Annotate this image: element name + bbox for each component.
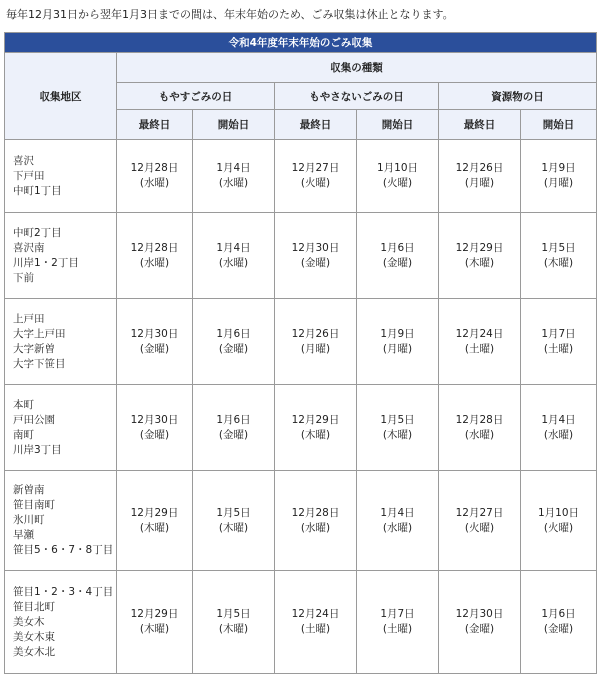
collection-schedule-table — [4, 32, 597, 674]
weekday-text: (水曜) — [543, 428, 574, 441]
area-name: 川岸3丁目 — [13, 443, 62, 456]
table-caption: 令和4年度年末年始のごみ収集 — [5, 33, 597, 53]
area-cell — [5, 213, 117, 299]
date-cell — [521, 299, 597, 385]
area-name: 中町1丁目 — [13, 184, 62, 197]
date-text: 12月24日 — [291, 608, 340, 620]
weekday-text: (水曜) — [139, 256, 170, 269]
weekday-text: (火曜) — [464, 521, 495, 534]
date-text: 12月29日 — [130, 608, 179, 620]
sub-header-last-day: 最終日 — [439, 110, 521, 140]
date-cell — [439, 471, 521, 571]
date-text: 12月28日 — [291, 506, 340, 519]
table-row — [5, 213, 597, 299]
weekday-text: (月曜) — [382, 342, 413, 355]
sub-header-last-day: 最終日 — [117, 110, 193, 140]
area-header: 収集地区 — [5, 53, 117, 140]
weekday-text: (火曜) — [543, 521, 574, 534]
notice-text: 毎年12月31日から翌年1月3日までの間は、年末年始のため、ごみ収集は休止となります。 — [6, 8, 454, 21]
date-text: 12月29日 — [130, 506, 179, 519]
weekday-text: (月曜) — [300, 342, 331, 355]
area-name: 喜沢南 — [13, 241, 45, 254]
date-cell — [357, 571, 439, 674]
date-text: 12月30日 — [455, 608, 504, 620]
date-cell — [357, 140, 439, 213]
area-name: 笹目5・6・7・8丁目 — [13, 544, 114, 556]
area-cell — [5, 140, 117, 213]
date-cell — [521, 385, 597, 471]
weekday-text: (水曜) — [300, 521, 331, 534]
weekday-text: (水曜) — [139, 177, 170, 189]
date-cell — [193, 571, 275, 674]
area-cell — [5, 299, 117, 385]
date-cell — [521, 213, 597, 299]
date-cell — [439, 571, 521, 674]
weekday-text: (木曜) — [139, 623, 170, 635]
date-cell — [117, 299, 193, 385]
weekday-text: (金曜) — [218, 342, 249, 355]
area-name: 大字新曽 — [13, 342, 55, 355]
table-row — [5, 299, 597, 385]
date-text: 12月29日 — [291, 413, 340, 426]
date-text: 1月10日 — [537, 506, 580, 519]
date-text: 1月10日 — [376, 162, 419, 174]
date-text: 1月9日 — [541, 162, 576, 174]
weekday-text: (月曜) — [464, 177, 495, 189]
date-cell — [193, 471, 275, 571]
date-cell — [193, 385, 275, 471]
weekday-text: (金曜) — [543, 623, 574, 635]
date-text: 12月30日 — [291, 241, 340, 254]
weekday-text: (金曜) — [464, 623, 495, 635]
area-name: 氷川町 — [13, 514, 45, 526]
date-text: 1月6日 — [216, 327, 251, 340]
date-text: 12月30日 — [130, 413, 179, 426]
date-text: 12月28日 — [130, 241, 179, 254]
area-name: 美女木北 — [13, 645, 55, 658]
date-cell — [439, 385, 521, 471]
weekday-text: (木曜) — [218, 521, 249, 534]
date-cell — [275, 299, 357, 385]
date-cell — [521, 471, 597, 571]
date-cell — [439, 299, 521, 385]
date-cell — [193, 299, 275, 385]
date-cell — [439, 140, 521, 213]
sub-header-last-day: 最終日 — [275, 110, 357, 140]
area-name: 下戸田 — [13, 169, 45, 182]
table-row — [5, 471, 597, 571]
date-text: 12月24日 — [455, 327, 504, 340]
area-name: 大字上戸田 — [13, 327, 66, 340]
area-name: 新曽南 — [13, 484, 45, 496]
table-row — [5, 140, 597, 213]
date-text: 12月27日 — [455, 506, 504, 519]
date-text: 12月27日 — [291, 162, 340, 174]
weekday-text: (水曜) — [382, 521, 413, 534]
date-cell — [275, 213, 357, 299]
date-cell — [357, 299, 439, 385]
category-header-nonburnable: もやさないごみの日 — [275, 83, 439, 110]
weekday-text: (月曜) — [543, 177, 574, 189]
date-cell — [117, 213, 193, 299]
date-cell — [117, 471, 193, 571]
date-cell — [275, 140, 357, 213]
weekday-text: (金曜) — [139, 428, 170, 441]
date-text: 1月4日 — [380, 506, 415, 519]
weekday-text: (金曜) — [218, 428, 249, 441]
date-text: 12月26日 — [455, 162, 504, 174]
date-cell — [275, 571, 357, 674]
weekday-text: (木曜) — [382, 428, 413, 441]
area-name: 下前 — [13, 271, 34, 284]
weekday-text: (木曜) — [139, 521, 170, 534]
date-text: 1月9日 — [380, 327, 415, 340]
area-name: 南町 — [13, 428, 34, 441]
date-cell — [439, 213, 521, 299]
date-cell — [117, 140, 193, 213]
weekday-text: (水曜) — [218, 256, 249, 269]
table-row — [5, 385, 597, 471]
area-name: 美女木 — [13, 615, 45, 628]
date-cell — [357, 385, 439, 471]
date-text: 12月30日 — [130, 327, 179, 340]
date-text: 1月7日 — [541, 327, 576, 340]
date-text: 1月6日 — [216, 413, 251, 426]
category-header-recyclable: 資源物の日 — [439, 83, 597, 110]
area-name: 戸田公園 — [13, 413, 55, 426]
weekday-text: (金曜) — [382, 256, 413, 269]
area-name: 笹目南町 — [13, 499, 55, 511]
date-cell — [521, 571, 597, 674]
date-text: 12月26日 — [291, 327, 340, 340]
date-text: 1月7日 — [380, 608, 415, 620]
weekday-text: (水曜) — [464, 428, 495, 441]
date-cell — [357, 213, 439, 299]
area-name: 笹目1・2・3・4丁目 — [13, 585, 114, 598]
date-text: 12月28日 — [130, 162, 179, 174]
area-name: 美女木東 — [13, 630, 55, 643]
weekday-text: (木曜) — [218, 623, 249, 635]
area-name: 早瀬 — [13, 529, 34, 541]
date-text: 1月5日 — [380, 413, 415, 426]
date-text: 1月4日 — [216, 241, 251, 254]
area-name: 笹目北町 — [13, 600, 55, 613]
weekday-text: (金曜) — [300, 256, 331, 269]
weekday-text: (木曜) — [543, 256, 574, 269]
date-text: 1月6日 — [380, 241, 415, 254]
weekday-text: (木曜) — [300, 428, 331, 441]
sub-header-start-day: 開始日 — [357, 110, 439, 140]
weekday-text: (木曜) — [464, 256, 495, 269]
area-name: 中町2丁目 — [13, 226, 62, 239]
date-cell — [521, 140, 597, 213]
table-row — [5, 571, 597, 674]
date-cell — [117, 571, 193, 674]
types-header: 収集の種類 — [117, 53, 597, 83]
date-text: 1月5日 — [216, 506, 251, 519]
area-cell — [5, 385, 117, 471]
date-cell — [275, 385, 357, 471]
weekday-text: (水曜) — [218, 177, 249, 189]
date-text: 1月5日 — [541, 241, 576, 254]
weekday-text: (土曜) — [543, 342, 574, 355]
date-text: 1月4日 — [216, 162, 251, 174]
area-cell — [5, 471, 117, 571]
area-name: 本町 — [13, 398, 34, 411]
date-cell — [275, 471, 357, 571]
weekday-text: (土曜) — [464, 342, 495, 355]
date-text: 12月28日 — [455, 413, 504, 426]
sub-header-start-day: 開始日 — [193, 110, 275, 140]
category-header-burnable: もやすごみの日 — [117, 83, 275, 110]
date-cell — [193, 213, 275, 299]
area-name: 喜沢 — [13, 154, 34, 167]
weekday-text: (土曜) — [382, 623, 413, 635]
area-name: 川岸1・2丁目 — [13, 256, 79, 269]
date-cell — [357, 471, 439, 571]
date-text: 1月4日 — [541, 413, 576, 426]
weekday-text: (土曜) — [300, 623, 331, 635]
date-cell — [193, 140, 275, 213]
date-text: 1月6日 — [541, 608, 576, 620]
weekday-text: (火曜) — [300, 177, 331, 189]
date-text: 1月5日 — [216, 608, 251, 620]
date-text: 12月29日 — [455, 241, 504, 254]
area-name: 大字下笹目 — [13, 357, 66, 370]
sub-header-start-day: 開始日 — [521, 110, 597, 140]
area-cell — [5, 571, 117, 674]
weekday-text: (金曜) — [139, 342, 170, 355]
area-name: 上戸田 — [13, 312, 45, 325]
weekday-text: (火曜) — [382, 177, 413, 189]
date-cell — [117, 385, 193, 471]
